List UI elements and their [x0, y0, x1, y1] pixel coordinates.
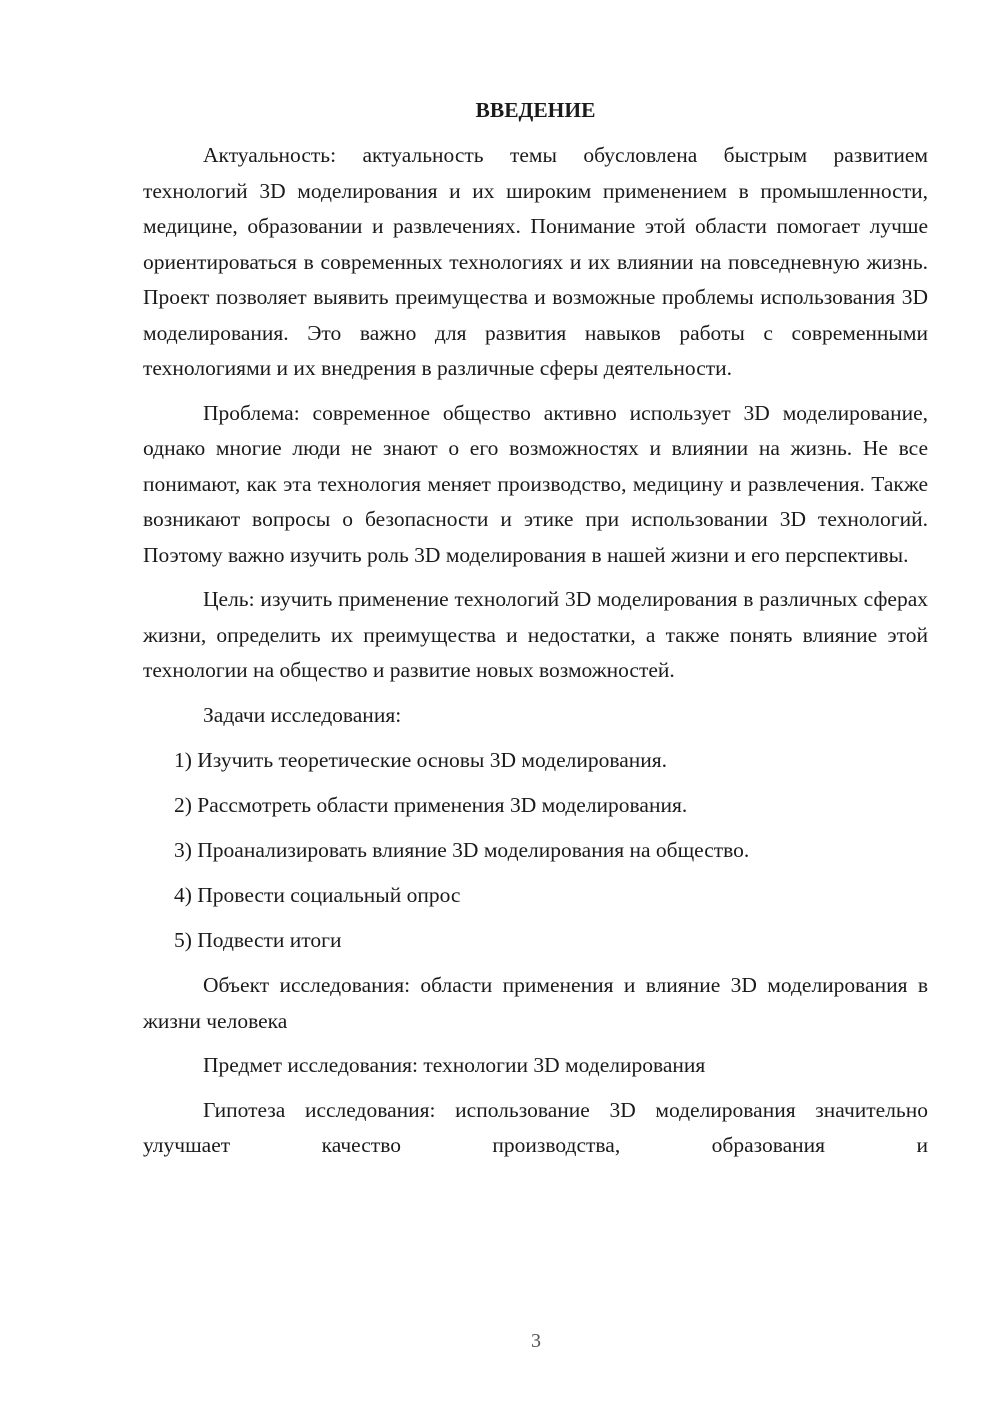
problem-paragraph: Проблема: современное общество активно использует 3D моделирование, однако многие люди не знают о его возможностях и влиянии на жизнь. Не все понимают, как эта технология меняет производство, медицину и развлечения. Также возникают вопросы о безопасности и этике при использовании 3D технологий. Поэтому важно изучить роль 3D моделирования в нашей жизни и его перспективы.: [143, 400, 928, 567]
subject-paragraph: Предмет исследования: технологии 3D моделирования: [203, 1053, 706, 1077]
goal-paragraph: Цель: изучить применение технологий 3D моделирования в различных сферах жизни, определить их преимущества и недостатки, а также понять влияние этой технологии на общество и развитие новых возможностей.: [143, 587, 928, 682]
task-item-2: 2) Рассмотреть области применения 3D моделирования.: [174, 793, 688, 817]
hypothesis-paragraph: Гипотеза исследования: использование 3D моделирования значительно улучшает качество производства, образования и: [143, 1097, 928, 1157]
task-item-1: 1) Изучить теоретические основы 3D моделирования.: [174, 748, 668, 772]
relevance-paragraph: Актуальность: актуальность темы обусловлена быстрым развитием технологий 3D моделирования и их широким применением в промышленности, медицине, образовании и развлечениях. Понимание этой области помогает лучше ориентироваться в современных технологиях и их влиянии на повседневную жизнь. Проект позволяет выявить преимущества и возможные проблемы использования 3D моделирования. Это важно для развития навыков работы с современными технологиями и их внедрения в различные сферы деятельности.: [143, 143, 928, 380]
section-heading: ВВЕДЕНИЕ: [475, 98, 596, 122]
task-item-5: 5) Подвести итоги: [174, 928, 342, 952]
tasks-heading: Задачи исследования:: [203, 702, 402, 727]
document-page: [143, 92, 928, 1173]
task-item-3: 3) Проанализировать влияние 3D моделирования на общество.: [174, 838, 750, 862]
page-number: 3: [531, 1330, 541, 1352]
tasks-list: [143, 743, 928, 959]
task-item-4: 4) Провести социальный опрос: [174, 883, 461, 907]
object-paragraph: Объект исследования: области применения и влияние 3D моделирования в жизни человека: [143, 973, 928, 1033]
